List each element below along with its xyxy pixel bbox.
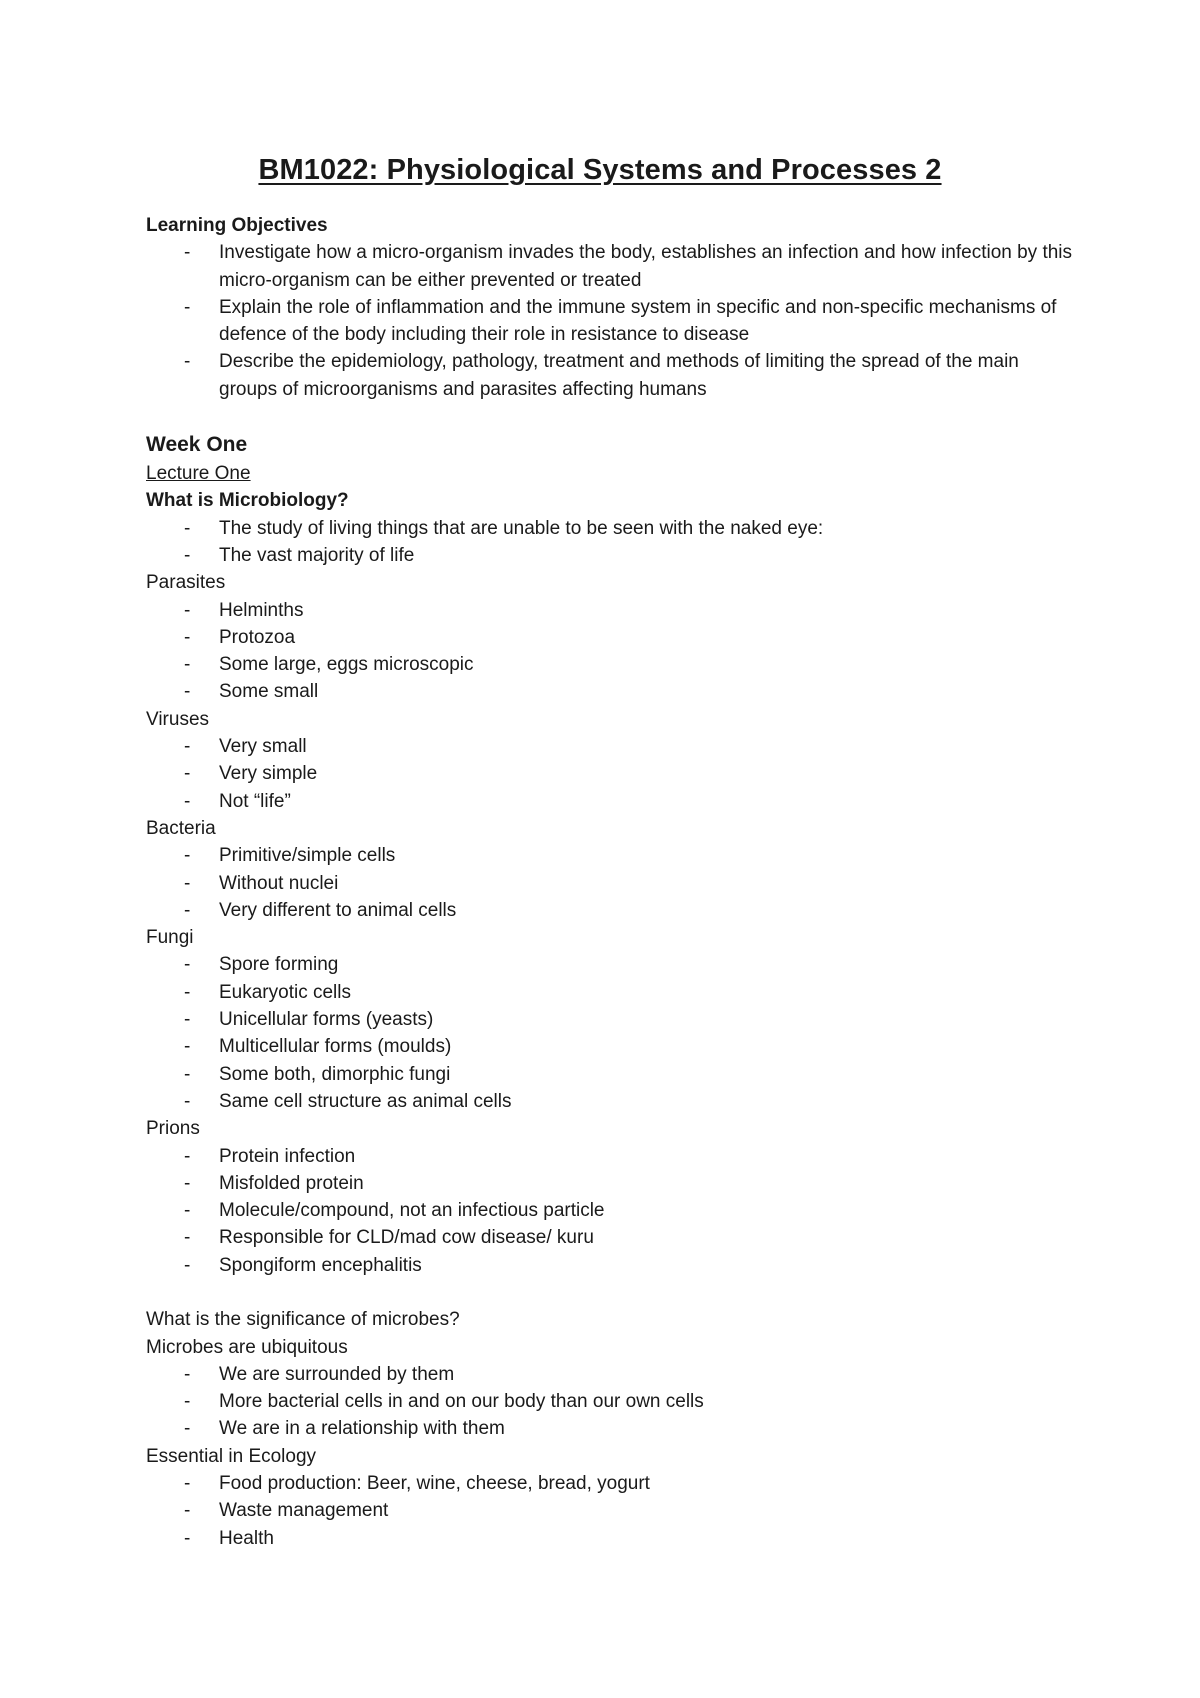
group-list-ubiquitous bbox=[146, 1361, 1076, 1443]
group-heading-bacteria: Bacteria bbox=[146, 817, 216, 839]
list-item: - We are in a relationship with them bbox=[146, 1415, 1076, 1442]
list-item: - The study of living things that are unable to be seen with the naked eye: bbox=[146, 515, 1076, 542]
paragraph-spacer bbox=[146, 1279, 1076, 1306]
group-list-ecology bbox=[146, 1470, 1076, 1552]
list-item: - Food production: Beer, wine, cheese, bread, yogurt bbox=[146, 1470, 1076, 1497]
list-item: - Health bbox=[146, 1525, 1076, 1552]
significance-question: What is the significance of microbes? bbox=[146, 1309, 460, 1331]
lecture-heading: Lecture One bbox=[146, 463, 251, 485]
list-item: - Without nuclei bbox=[146, 870, 1076, 897]
list-item: - Some both, dimorphic fungi bbox=[146, 1061, 1076, 1088]
list-item: - Misfolded protein bbox=[146, 1170, 1076, 1197]
week-heading: Week One bbox=[146, 433, 248, 457]
list-item: - Multicellular forms (moulds) bbox=[146, 1033, 1076, 1060]
list-item: - Molecule/compound, not an infectious particle bbox=[146, 1197, 1076, 1224]
document-title: BM1022: Physiological Systems and Processes 2 bbox=[258, 154, 942, 186]
list-item: - Very simple bbox=[146, 760, 1076, 787]
list-item: - Protein infection bbox=[146, 1143, 1076, 1170]
list-item: - More bacterial cells in and on our body than our own cells bbox=[146, 1388, 1076, 1415]
list-item: - Very different to animal cells bbox=[146, 897, 1076, 924]
group-list-fungi bbox=[146, 951, 1076, 1115]
list-item: - Some small bbox=[146, 678, 1076, 705]
list-item: - The vast majority of life bbox=[146, 542, 1076, 569]
list-item: - Explain the role of inflammation and the immune system in specific and non-specific mechanisms of defence of the body including their role in resistance to disease bbox=[146, 294, 1076, 349]
list-item: - Spongiform encephalitis bbox=[146, 1252, 1076, 1279]
list-item: - Same cell structure as animal cells bbox=[146, 1088, 1076, 1115]
list-item: - Helminths bbox=[146, 597, 1076, 624]
document-body bbox=[146, 212, 1076, 1552]
list-item: - Protozoa bbox=[146, 624, 1076, 651]
group-list-parasites bbox=[146, 597, 1076, 706]
group-heading-fungi: Fungi bbox=[146, 927, 194, 949]
list-item: - Spore forming bbox=[146, 951, 1076, 978]
group-list-viruses bbox=[146, 733, 1076, 815]
list-item: - Unicellular forms (yeasts) bbox=[146, 1006, 1076, 1033]
group-heading-ubiquitous: Microbes are ubiquitous bbox=[146, 1336, 348, 1358]
list-item: - Describe the epidemiology, pathology, treatment and methods of limiting the spread of the main groups of microorganisms and parasites affecting humans bbox=[146, 348, 1076, 403]
list-item: - Responsible for CLD/mad cow disease/ kuru bbox=[146, 1224, 1076, 1251]
question-list bbox=[146, 515, 1076, 570]
group-heading-parasites: Parasites bbox=[146, 572, 226, 594]
group-list-prions bbox=[146, 1143, 1076, 1279]
list-item: - Eukaryotic cells bbox=[146, 979, 1076, 1006]
list-item: - Primitive/simple cells bbox=[146, 842, 1076, 869]
learning-objectives-list bbox=[146, 239, 1076, 403]
list-item: - Very small bbox=[146, 733, 1076, 760]
list-item: - Waste management bbox=[146, 1497, 1076, 1524]
group-heading-ecology: Essential in Ecology bbox=[146, 1445, 317, 1467]
section-question: What is Microbiology? bbox=[146, 490, 349, 512]
group-heading-prions: Prions bbox=[146, 1118, 200, 1140]
group-list-bacteria bbox=[146, 842, 1076, 924]
group-heading-viruses: Viruses bbox=[146, 708, 210, 730]
list-item: - Some large, eggs microscopic bbox=[146, 651, 1076, 678]
list-item: - Investigate how a micro-organism invades the body, establishes an infection and how infection by this micro-organism can be either prevented or treated bbox=[146, 239, 1076, 294]
list-item: - Not “life” bbox=[146, 788, 1076, 815]
learning-objectives-heading: Learning Objectives bbox=[146, 215, 328, 236]
list-item: - We are surrounded by them bbox=[146, 1361, 1076, 1388]
